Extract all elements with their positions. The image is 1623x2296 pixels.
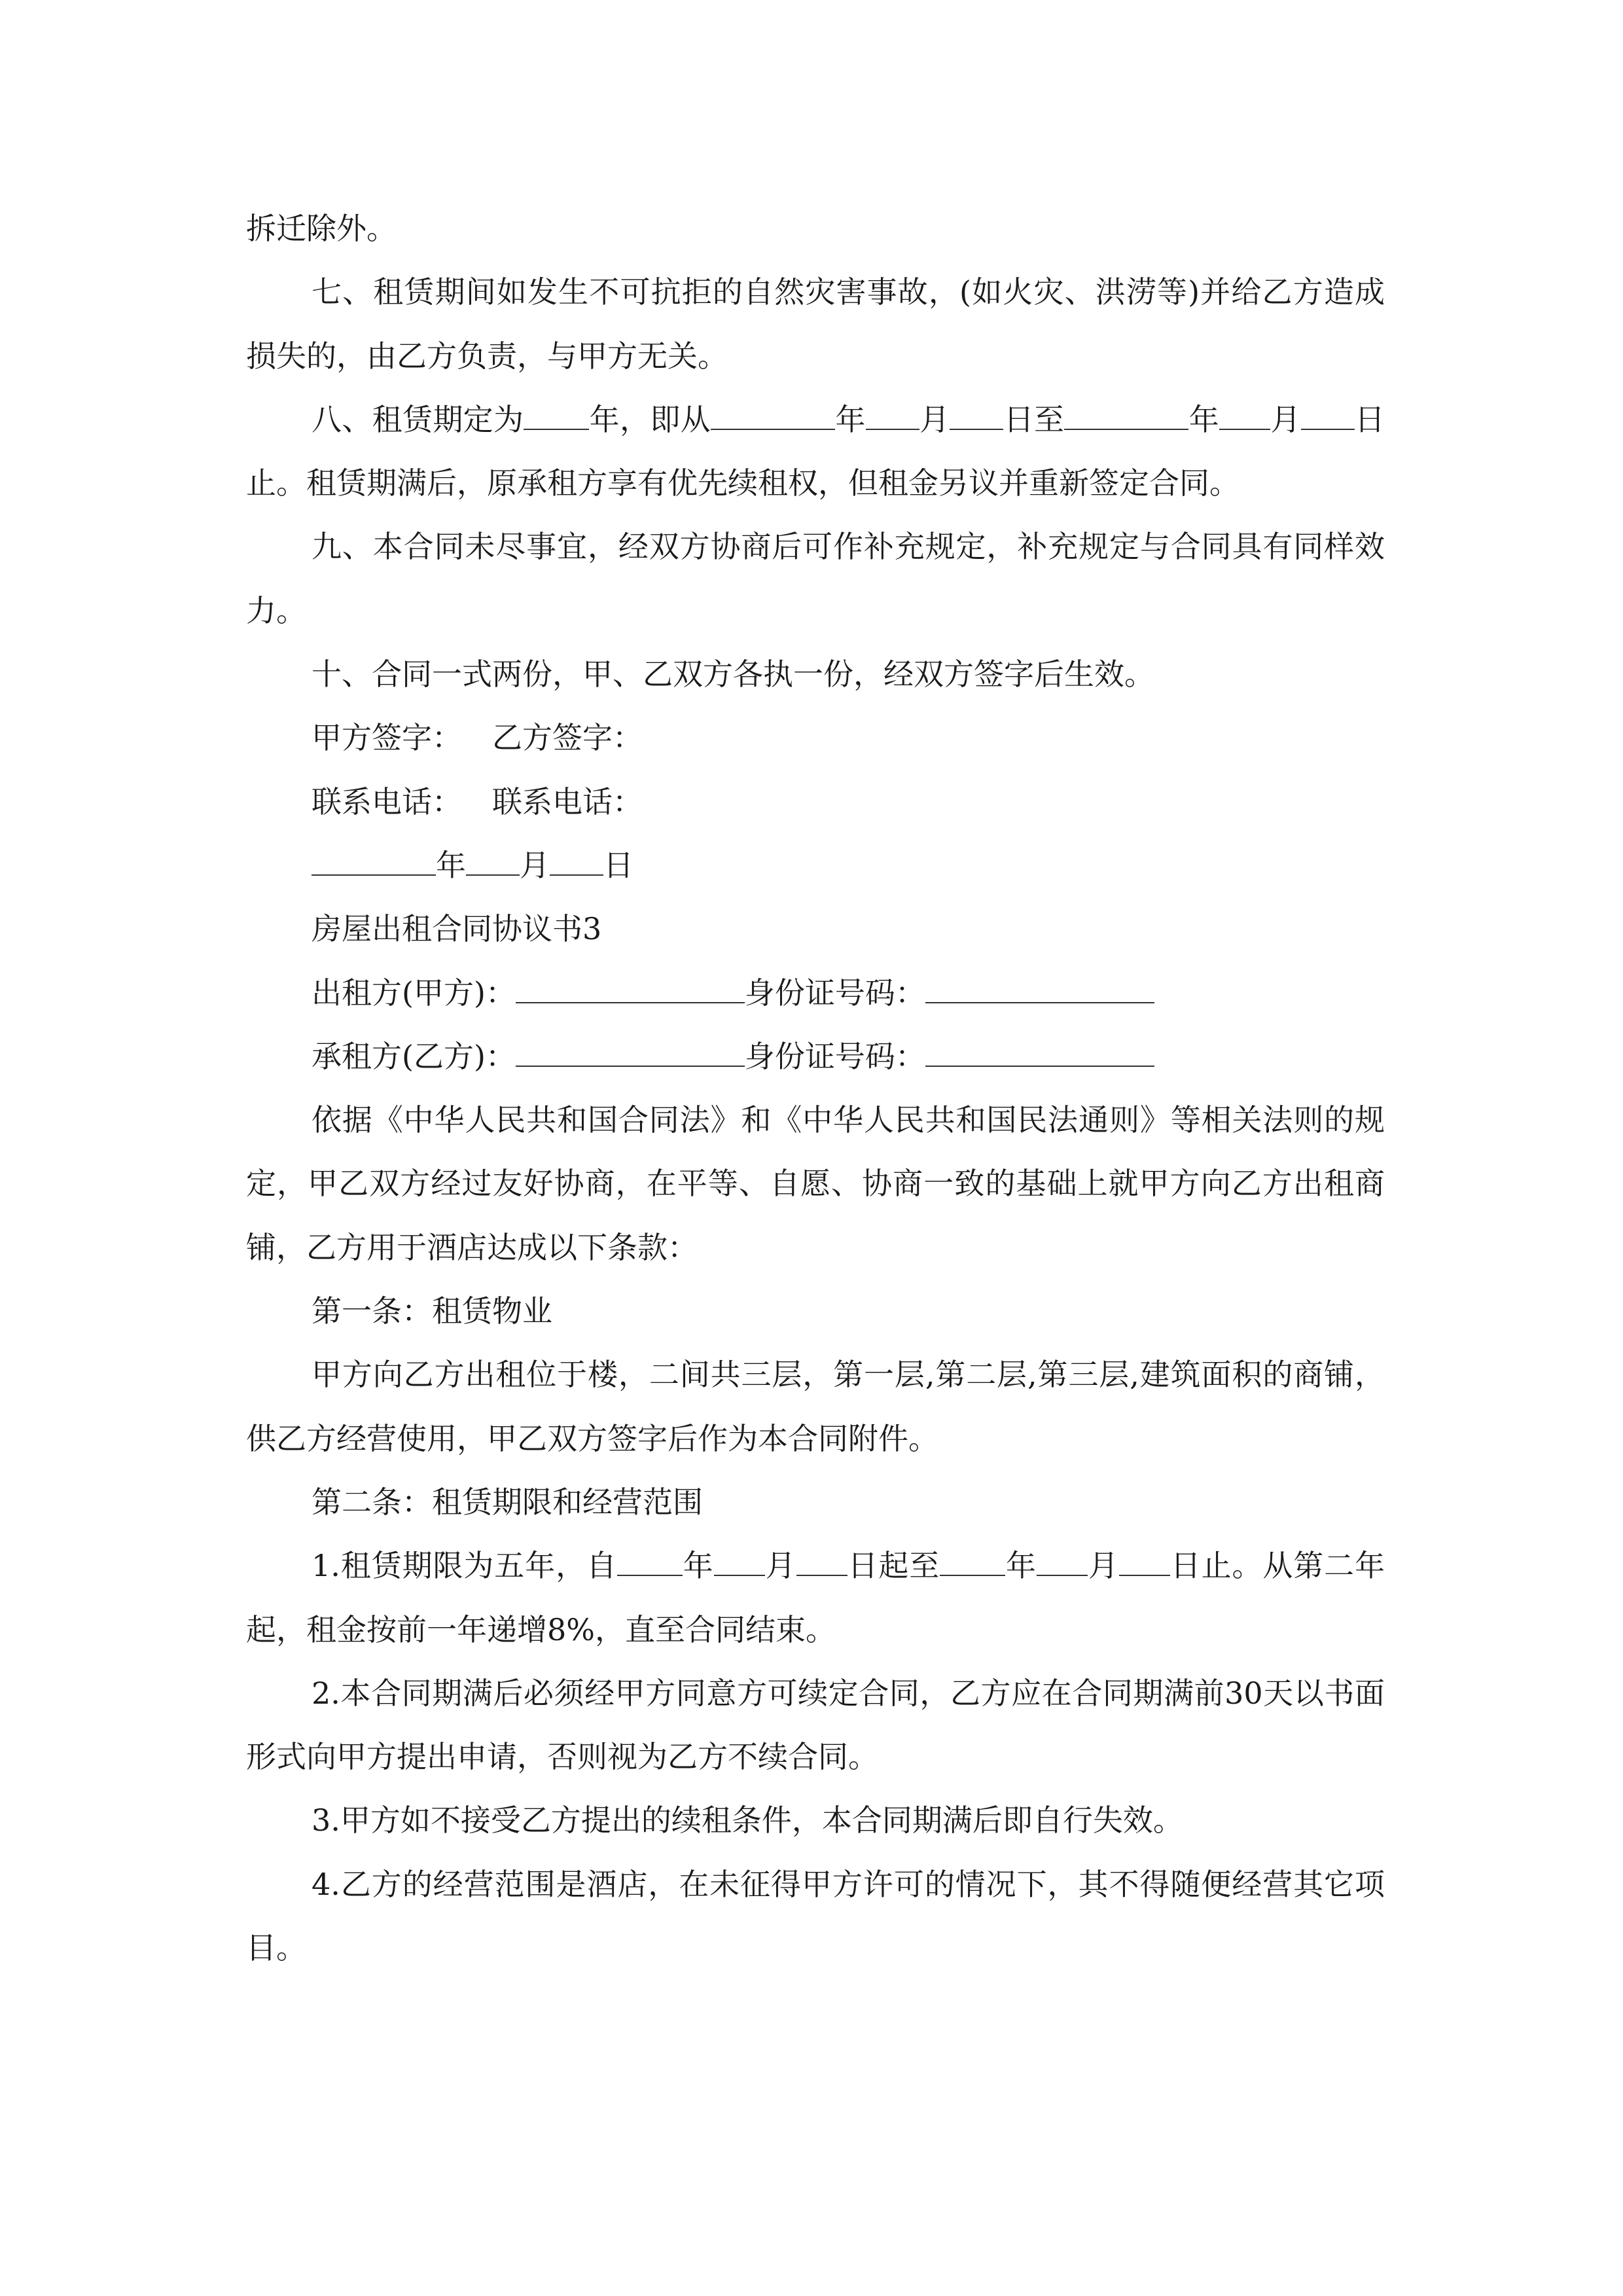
preamble-paragraph: 依据《中华人民共和国合同法》和《中华人民共和国民法通则》等相关法则的规定，甲乙双方经过友好协商，在平等、自愿、协商一致的基础上就甲方向乙方出租商铺，乙方用于酒店达成以下条款： [246, 1102, 1385, 1265]
party-b-phone-label: 联系电话： [492, 783, 643, 819]
blank-lessor-name [516, 978, 745, 1003]
clause-10-copies: 十、合同一式两份，甲、乙双方各执一份，经双方签字后生效。 [312, 656, 1154, 692]
date-line: 年 月 日 [246, 834, 1385, 897]
clause-9-supplement: 九、本合同未尽事宜，经双方协商后可作补充规定，补充规定与合同具有同样效力。 [246, 529, 1385, 628]
blank-start-day [950, 405, 1003, 430]
blank-term-end-day [1119, 1551, 1170, 1576]
article-2-item-1: 1.租赁期限为五年，自 年 月 日起至 年 月 日止。从第二年起，租金按前一年递增8%，直至合同结束。 [246, 1548, 1385, 1647]
phone-line [246, 770, 1385, 834]
blank-sign-year [312, 851, 436, 876]
article-2-item-3: 3.甲方如不接受乙方提出的续租条件，本合同期满后即自行失效。 [312, 1803, 1183, 1839]
lessor-line: 出租方(甲方)： 身份证号码： [246, 961, 1385, 1025]
blank-end-day [1301, 405, 1355, 430]
blank-sign-month [466, 851, 520, 876]
article-1-heading: 第一条：租赁物业 [312, 1293, 552, 1329]
signature-line [246, 706, 1385, 770]
blank-term-start-year [617, 1551, 683, 1576]
blank-end-year [1064, 405, 1188, 430]
blank-term-start-day [796, 1551, 847, 1576]
blank-term-start-month [714, 1551, 765, 1576]
paragraph-demolition-exception: 拆迁除外。 [246, 211, 397, 246]
article-2-item-2: 2.本合同期满后必须经甲方同意方可续定合同，乙方应在合同期满前30天以书面形式向甲方提出申请，否则视为乙方不续合同。 [246, 1675, 1385, 1775]
blank-end-month [1219, 405, 1270, 430]
party-a-signature-label: 甲方签字： [312, 720, 462, 756]
party-a-phone-label: 联系电话： [312, 783, 462, 819]
blank-term-end-year [940, 1551, 1005, 1576]
blank-lessee-name [516, 1042, 745, 1067]
section-title-agreement-3: 房屋出租合同协议书3 [312, 911, 602, 947]
lessee-line: 承租方(乙方)： 身份证号码： [246, 1025, 1385, 1088]
blank-lessee-id [925, 1042, 1154, 1067]
blank-start-month [866, 405, 919, 430]
clause-7-force-majeure: 七、租赁期间如发生不可抗拒的自然灾害事故，(如火灾、洪涝等)并给乙方造成损失的，由乙方负责，与甲方无关。 [246, 274, 1385, 374]
document-body [246, 197, 1385, 1980]
blank-years [524, 405, 589, 430]
article-2-heading: 第二条：租赁期限和经营范围 [312, 1484, 703, 1520]
blank-start-year [711, 405, 835, 430]
blank-sign-day [550, 851, 603, 876]
clause-8-lease-term: 八、租赁期定为 年，即从 年 月 日至 年 月 日止。租赁期满后，原承租方享有优先续租权，但租金另议并重新签定合同。 [246, 401, 1385, 501]
blank-term-end-month [1037, 1551, 1088, 1576]
blank-lessor-id [925, 978, 1154, 1003]
party-b-signature-label: 乙方签字： [492, 720, 643, 756]
article-1-body: 甲方向乙方出租位于楼，二间共三层，第一层,第二层,第三层,建筑面积的商铺，供乙方经营使用，甲乙双方签字后作为本合同附件。 [246, 1357, 1385, 1456]
article-2-item-4: 4.乙方的经营范围是酒店，在未征得甲方许可的情况下，其不得随便经营其它项目。 [246, 1866, 1385, 1966]
